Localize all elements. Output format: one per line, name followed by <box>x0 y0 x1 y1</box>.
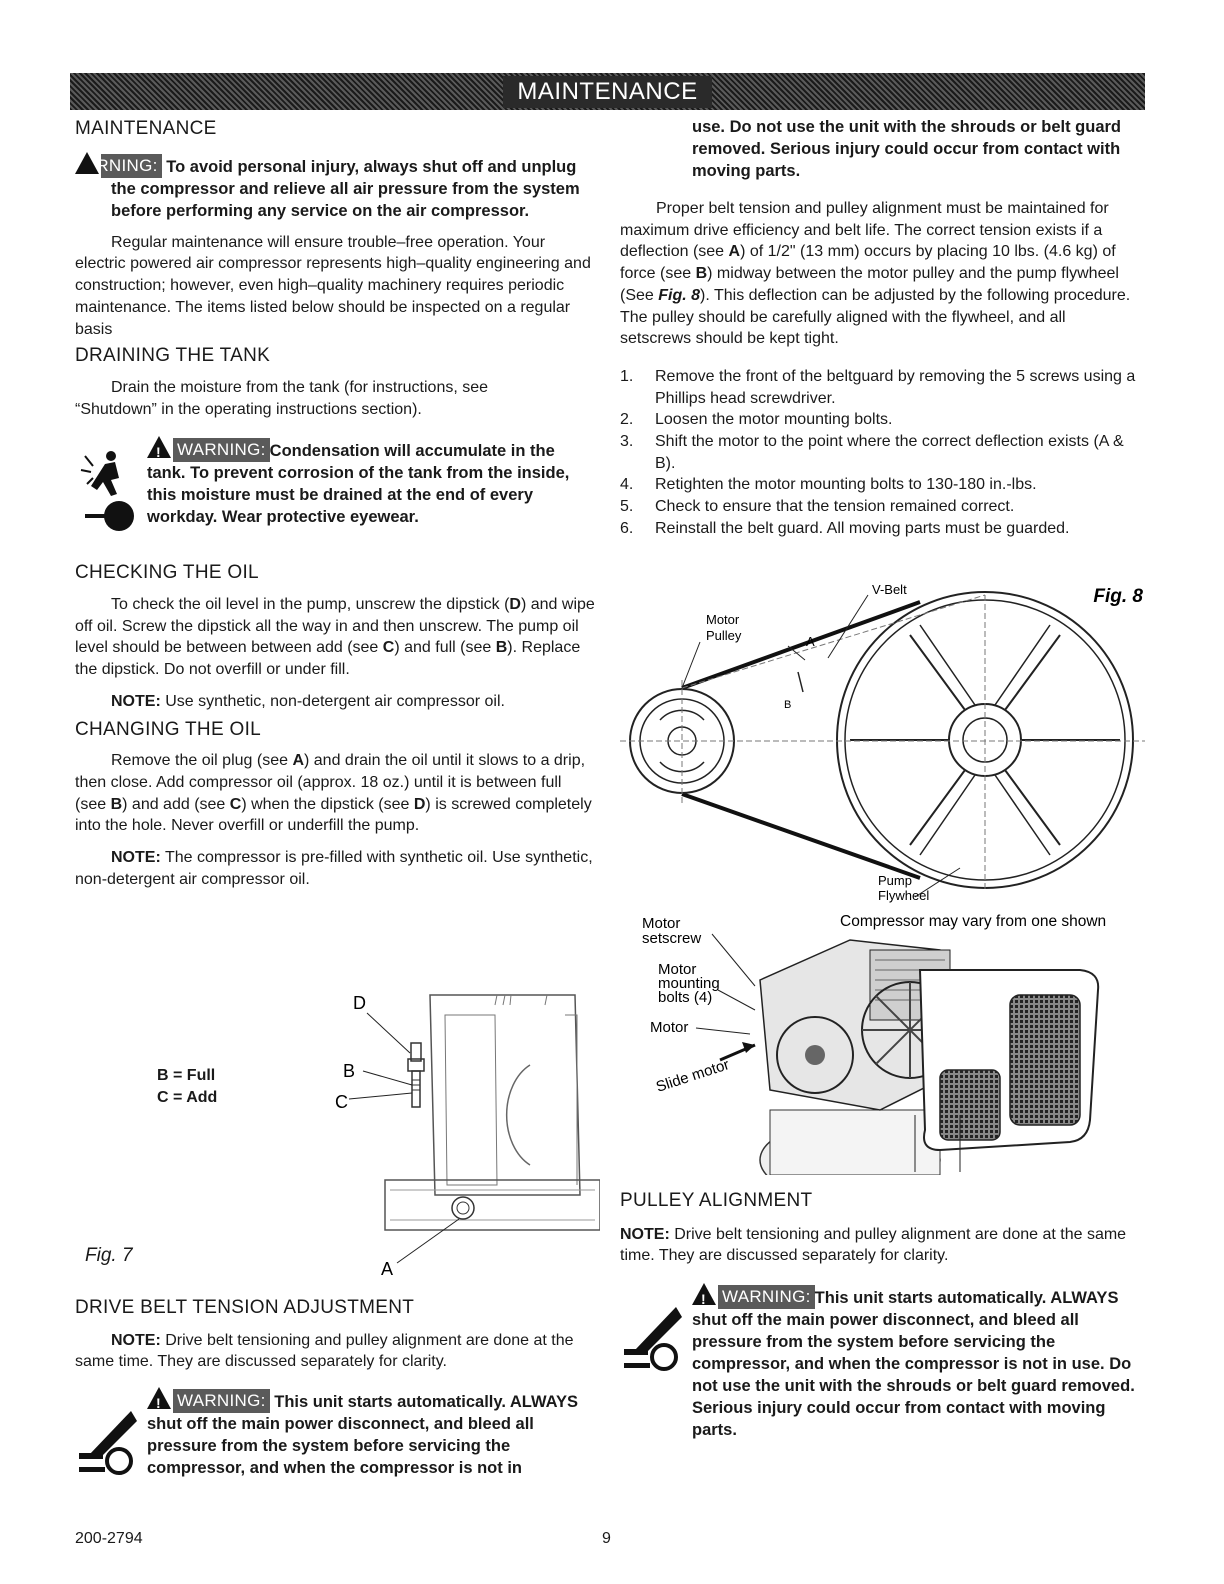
warning-triangle-icon <box>147 436 171 458</box>
drive-belt-warning-block <box>75 1387 595 1479</box>
right-column <box>620 118 1140 540</box>
changing-oil-note: NOTE: The compressor is pre-filled with synthetic oil. Use synthetic, non-detergent air compressor oil. <box>75 849 593 888</box>
fig8-setscrew-label-1: Motor <box>642 915 681 932</box>
maintenance-warning-text: To avoid personal injury, always shut off and unplug the compressor and relieve all air pressure from the system before performing any service on the air compressor. <box>111 157 580 220</box>
page-number: 9 <box>602 1530 611 1547</box>
pulley-alignment-heading: PULLEY ALIGNMENT <box>620 1190 813 1211</box>
rotating-parts-icon <box>620 1305 686 1371</box>
fig7-legend <box>157 1065 217 1109</box>
checking-oil-body: To check the oil level in the pump, unscrew the dipstick (D) and wipe off oil. Screw the dipstick all the way in and then unscrew. The pump oil level should be between between add (see C) and full (see B). Replace the dipstick. Do not overfill or under fill. <box>75 596 595 679</box>
drive-belt-heading: DRIVE BELT TENSION ADJUSTMENT <box>75 1297 415 1318</box>
warning-label: WARNING: <box>173 438 270 462</box>
drive-belt-warning-text: This unit starts automatically. ALWAYS shut off the main power disconnect, and bleed all pressure from the system before servicing the compressor, and when the compressor is not in <box>147 1393 579 1478</box>
maintenance-warning <box>69 152 595 222</box>
section-banner <box>70 73 1145 110</box>
legend-full: B = Full <box>157 1067 216 1084</box>
drive-belt-note: NOTE: Drive belt tensioning and pulley alignment are done at the same time. They are discussed separately for clarity. <box>75 1331 574 1371</box>
step-item: 4. Retighten the motor mounting bolts to 130-180 in.-lbs. <box>620 476 1037 494</box>
warning-triangle-icon <box>147 1387 171 1409</box>
warning-label: WARNING: <box>173 1389 270 1413</box>
legend-add: C = Add <box>157 1089 218 1106</box>
fig8-pulley-label: Pulley <box>706 628 742 643</box>
label-b: B <box>343 1061 356 1081</box>
changing-oil-body: Remove the oil plug (see A) and drain the oil until it slows to a drip, then close. Add compressor oil (approx. 18 oz.) until it is between full (see B) and add (see C) when the dipstick (see D) is screwed completely into the hole. Never overfill or underfill the pump. <box>75 752 592 835</box>
fig8-motor-label: Motor <box>706 612 740 627</box>
dipstick-illustration <box>315 985 600 1285</box>
checking-oil-heading: CHECKING THE OIL <box>75 562 259 584</box>
label-a: A <box>381 1259 394 1279</box>
warning-triangle-icon <box>75 152 99 174</box>
label-d: D <box>353 993 366 1013</box>
fig8-pump-label: Pump <box>878 873 912 888</box>
changing-oil-heading: CHANGING THE OIL <box>75 718 262 740</box>
fig8-setscrew-label-2: setscrew <box>642 930 702 947</box>
banner-title: MAINTENANCE <box>503 76 711 108</box>
adjustment-steps <box>620 366 1140 540</box>
rotating-parts-icon <box>75 1409 141 1475</box>
fig8-mounting-label-2: mounting <box>658 975 720 992</box>
checking-oil-note: NOTE: Use synthetic, non-detergent air compressor oil. <box>111 692 505 710</box>
draining-body: Drain the moisture from the tank (for instructions, see “Shutdown” in the operating instructions section). <box>75 378 489 418</box>
drive-belt-section <box>75 1297 595 1479</box>
pulley-alignment-note: NOTE: Drive belt tensioning and pulley alignment are done at the same time. They are discussed separately for clarity. <box>620 1225 1127 1265</box>
fig8-vary-note: Compressor may vary from one shown <box>840 913 1107 930</box>
fig8-b-label: B <box>784 699 792 711</box>
figure-8-belt-diagram <box>620 580 1145 910</box>
warning-label: WARNING: <box>718 1285 815 1309</box>
fig8-mounting-label-3: bolts (4) <box>658 989 713 1006</box>
warning-triangle-icon <box>692 1283 716 1305</box>
fig8-a-label: A <box>806 634 815 649</box>
step-item: 2. Loosen the motor mounting bolts. <box>620 411 893 429</box>
fig8-motor2-label: Motor <box>650 1019 689 1036</box>
draining-warning-block <box>75 436 595 536</box>
draining-warning-text: Condensation will accumulate in the tank. To prevent corrosion of the tank from the inside, this moisture must be drained at the end of every workday. Wear protective eyewear. <box>147 442 570 527</box>
fig8-vbelt-label: V-Belt <box>872 582 907 597</box>
left-column <box>69 118 595 890</box>
fig8-mounting-label-1: Motor <box>658 961 697 978</box>
warning-continuation: use. Do not use the unit with the shrouds or belt guard removed. Serious injury could occur from contact with moving parts. <box>692 118 1122 180</box>
fig8-slide-label: Slide motor <box>653 1056 732 1096</box>
label-c: C <box>335 1092 348 1112</box>
doc-number: 200-2794 <box>75 1530 143 1547</box>
figure-7 <box>75 985 600 1285</box>
maintenance-heading: MAINTENANCE <box>75 118 217 139</box>
pulley-warning-text: This unit starts automatically. ALWAYS shut off the main power disconnect, and bleed all pressure from the system before servicing the compressor, and when the compressor is not in use. Do not use the unit with the shrouds or belt guard removed. Serious injury could occur from contact with moving parts. <box>692 1289 1135 1440</box>
pulley-alignment-section <box>620 1190 1140 1443</box>
draining-heading: DRAINING THE TANK <box>75 345 271 367</box>
step-item: 1. Remove the front of the beltguard by removing the 5 screws using a Phillips head screwdriver. <box>620 367 1136 407</box>
maintenance-body: Regular maintenance will ensure trouble–free operation. Your electric powered air compressor represents high–quality engineering and construction; however, even high–quality machinery requires periodic maintenance. The items listed below should be inspected on a regular basis <box>75 233 591 338</box>
step-item: 5. Check to ensure that the tension remained correct. <box>620 498 1015 516</box>
fig7-caption: Fig. 7 <box>85 1245 133 1266</box>
hazard-icon <box>75 448 139 532</box>
belt-tension-body: Proper belt tension and pulley alignment must be maintained for maximum drive efficiency and belt life. The correct tension exists if a deflection (see A) of 1/2" (13 mm) occurs by placing 10 lbs. (4.6 kg) of force (see B) midway between the motor pulley and the pump flywheel (See Fig. 8). This deflection can be adjusted by the following procedure. The pulley should be carefully aligned with the flywheel, and all setscrews should be kept tight. <box>620 200 1131 348</box>
pulley-warning-block <box>620 1283 1140 1443</box>
fig8-caption: Fig. 8 <box>1093 586 1143 607</box>
step-item: 6. Reinstall the belt guard. All moving parts must be guarded. <box>620 519 1070 537</box>
figure-8-compressor-photo <box>620 910 1145 1175</box>
fig8-flywheel-label: Flywheel <box>878 888 930 903</box>
warning-label: WARNING: <box>101 154 162 178</box>
step-item: 3. Shift the motor to the point where the correct deflection exists (A & B). <box>620 433 1124 472</box>
